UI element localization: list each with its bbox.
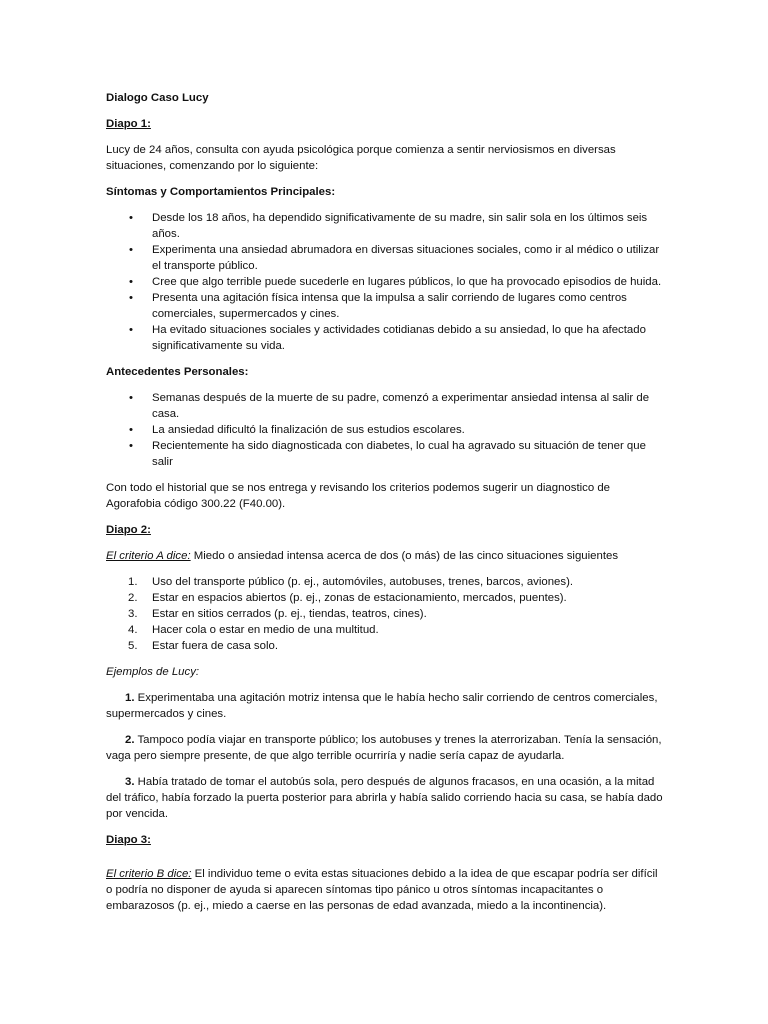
criterion-a-label: El criterio A dice: — [106, 550, 191, 562]
background-heading: Antecedentes Personales: — [106, 366, 249, 378]
symptom-item: • Ha evitado situaciones sociales y actividades cotidianas debido a su ansiedad, lo que ha afectado significativamente su vida. — [106, 322, 666, 354]
diagnosis-conclusion: Con todo el historial que se nos entrega y revisando los criterios podemos sugerir un diagnostico de Agorafobia código 300.22 (F40.00). — [106, 482, 611, 510]
example-text: Había tratado de tomar el autobús sola, pero después de algunos fracasos, en una ocasión, a la mitad del tráfico, había forzado la puerta posterior para abrirla y había salido corriendo hacia su casa, se había dado por vencida. — [106, 776, 663, 820]
situation-number: 2. — [128, 592, 138, 604]
symptom-item: • Cree que algo terrible puede sucederle en lugares públicos, lo que ha provocado episodios de huida. — [106, 274, 666, 290]
symptoms-list — [106, 210, 666, 354]
background-item: • La ansiedad dificultó la finalización de sus estudios escolares. — [106, 422, 666, 438]
situation-text: Estar en espacios abiertos (p. ej., zonas de estacionamiento, mercados, puentes). — [152, 592, 567, 604]
diapo1-intro: Lucy de 24 años, consulta con ayuda psicológica porque comienza a sentir nerviosismos en diversas situaciones, comenzando por lo siguiente: — [106, 144, 616, 172]
example-text: Experimentaba una agitación motriz intensa que le había hecho salir corriendo de centros comerciales, supermercados y cines. — [106, 692, 658, 720]
situation-item — [106, 638, 666, 654]
symptom-item: • Desde los 18 años, ha dependido significativamente de su madre, sin salir sola en los últimos seis años. — [106, 210, 666, 242]
situation-number: 3. — [128, 608, 138, 620]
situation-text: Hacer cola o estar en medio de una multitud. — [152, 624, 379, 636]
symptom-item: • Presenta una agitación física intensa que la impulsa a salir corriendo de lugares como centros comerciales, supermercados y cines. — [106, 290, 666, 322]
background-item: • Semanas después de la muerte de su padre, comenzó a experimentar ansiedad intensa al salir de casa. — [106, 390, 666, 422]
situation-number: 5. — [128, 640, 138, 652]
situation-text: Estar en sitios cerrados (p. ej., tiendas, teatros, cines). — [152, 608, 427, 620]
criterion-b-label: El criterio B dice: — [106, 868, 192, 880]
examples-label: Ejemplos de Lucy: — [106, 666, 200, 678]
example-number: 3. — [125, 776, 135, 788]
example-number: 2. — [125, 734, 135, 746]
diapo2-heading: Diapo 2: — [106, 524, 151, 536]
symptoms-heading: Síntomas y Comportamientos Principales: — [106, 186, 336, 198]
example-paragraph — [106, 774, 666, 822]
situation-item — [106, 574, 666, 590]
example-text: Tampoco podía viajar en transporte público; los autobuses y trenes la aterrorizaban. Tenía la sensación, vaga pero siempre presente, de que algo terrible ocurriría y nadie sería capaz de ayudarla. — [106, 734, 662, 762]
document-title: Dialogo Caso Lucy — [106, 92, 209, 104]
situation-text: Uso del transporte público (p. ej., automóviles, autobuses, trenes, barcos, aviones). — [152, 576, 574, 588]
situations-list — [106, 574, 666, 654]
criterion-b — [106, 866, 666, 914]
document-page — [106, 90, 666, 924]
example-number: 1. — [125, 692, 135, 704]
example-paragraph — [106, 690, 666, 722]
diapo3-heading: Diapo 3: — [106, 834, 151, 846]
situation-number: 4. — [128, 624, 138, 636]
diapo1-heading: Diapo 1: — [106, 118, 151, 130]
background-list — [106, 390, 666, 470]
background-item: • Recientemente ha sido diagnosticada con diabetes, lo cual ha agravado su situación de tener que salir — [106, 438, 666, 470]
situation-item — [106, 590, 666, 606]
situation-number: 1. — [128, 576, 138, 588]
symptom-item: • Experimenta una ansiedad abrumadora en diversas situaciones sociales, como ir al médico o utilizar el transporte público. — [106, 242, 666, 274]
situation-text: Estar fuera de casa solo. — [152, 640, 278, 652]
situation-item — [106, 622, 666, 638]
criterion-a-text: Miedo o ansiedad intensa acerca de dos (o más) de las cinco situaciones siguientes — [190, 550, 619, 562]
criterion-a — [106, 548, 666, 564]
criterion-b-text: El individuo teme o evita estas situaciones debido a la idea de que escapar podría ser difícil o podría no disponer de ayuda si aparecen síntomas tipo pánico u otros síntomas incapacitantes o embarazosos (p. ej., miedo a caerse en las personas de edad avanzada, miedo a la incontinencia). — [106, 868, 658, 912]
situation-item — [106, 606, 666, 622]
example-paragraph — [106, 732, 666, 764]
